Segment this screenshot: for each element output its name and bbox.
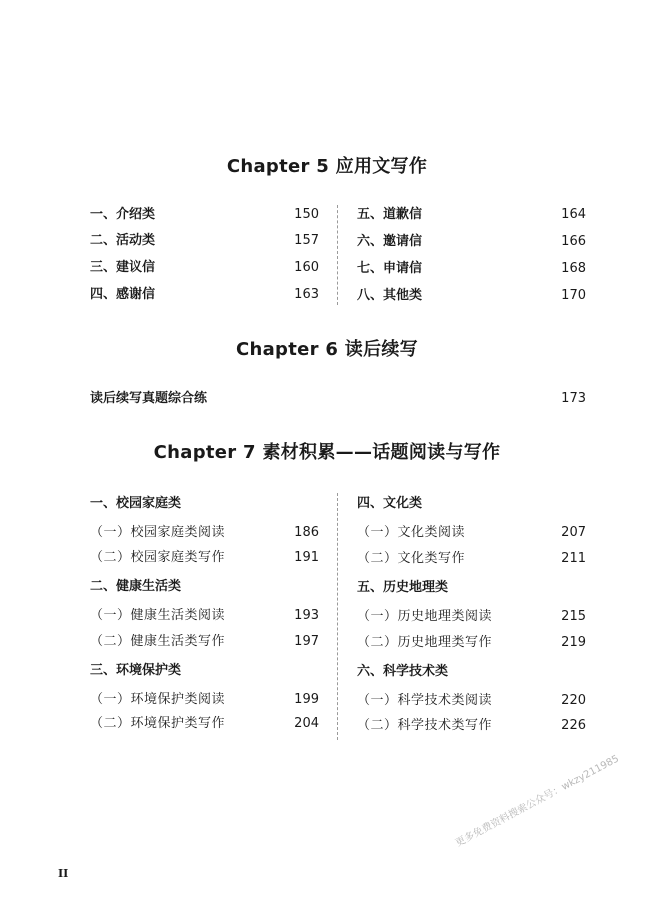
chapter7-title: Chapter 7 素材积累——话题阅读与写作 xyxy=(153,442,501,463)
toc-entry[interactable] xyxy=(90,523,319,543)
toc-entry-label: 三、建议信 xyxy=(90,260,156,275)
toc-entry-page: 226 xyxy=(561,718,586,733)
toc-entry[interactable] xyxy=(357,259,586,279)
toc-entry-label: 五、道歉信 xyxy=(357,207,423,222)
toc-entry-label: （一）健康生活类阅读 xyxy=(90,608,226,623)
toc-entry-page: 197 xyxy=(294,634,319,649)
toc-section-label: 五、历史地理类 xyxy=(357,580,449,595)
toc-section[interactable] xyxy=(357,662,586,682)
toc-section-label: 一、校园家庭类 xyxy=(90,496,182,511)
toc-entry[interactable] xyxy=(90,690,319,710)
toc-entry-page: 160 xyxy=(294,260,319,275)
toc-entry-page: 207 xyxy=(561,525,586,540)
toc-entry-page: 168 xyxy=(561,261,586,276)
chapter6-title: Chapter 6 读后续写 xyxy=(235,339,418,360)
toc-section[interactable] xyxy=(357,578,586,598)
toc-section-label: 三、环境保护类 xyxy=(90,663,182,678)
toc-entry-page: 170 xyxy=(561,288,586,303)
toc-section[interactable] xyxy=(90,494,319,514)
toc-entry-label: （一）文化类阅读 xyxy=(357,525,466,540)
toc-entry[interactable] xyxy=(90,632,319,652)
toc-entry-page: 163 xyxy=(294,287,319,302)
toc-entry[interactable] xyxy=(90,548,319,568)
toc-entry-label: （二）文化类写作 xyxy=(357,551,466,566)
toc-entry-page: 166 xyxy=(561,234,586,249)
toc-entry[interactable] xyxy=(357,232,586,252)
chapter5-divider xyxy=(337,205,338,305)
toc-entry-label: 八、其他类 xyxy=(357,288,423,303)
toc-entry-label: 二、活动类 xyxy=(90,233,156,248)
toc-entry-label: （二）校园家庭类写作 xyxy=(90,550,226,565)
toc-entry-page: 193 xyxy=(294,608,319,623)
toc-entry-label: 六、邀请信 xyxy=(357,234,423,249)
toc-entry-page: 186 xyxy=(294,525,319,540)
toc-entry[interactable] xyxy=(90,389,586,409)
toc-entry-page: 199 xyxy=(294,692,319,707)
page-number: II xyxy=(58,867,69,880)
toc-entry[interactable] xyxy=(90,258,319,278)
toc-entry-label: 四、感谢信 xyxy=(90,287,156,302)
chapter7-divider xyxy=(337,493,338,740)
toc-section-label: 六、科学技术类 xyxy=(357,664,449,679)
toc-entry-label: （二）科学技术类写作 xyxy=(357,718,493,733)
toc-entry-page: 191 xyxy=(294,550,319,565)
toc-entry-page: 219 xyxy=(561,635,586,650)
toc-section[interactable] xyxy=(90,577,319,597)
toc-entry[interactable] xyxy=(357,691,586,711)
toc-entry[interactable] xyxy=(357,205,586,225)
toc-entry-label: （二）环境保护类写作 xyxy=(90,716,226,731)
toc-entry[interactable] xyxy=(357,523,586,543)
toc-section-label: 四、文化类 xyxy=(357,496,423,511)
toc-entry-label: （一）校园家庭类阅读 xyxy=(90,525,226,540)
toc-entry-label: （二）历史地理类写作 xyxy=(357,635,493,650)
toc-entry-label: （一）历史地理类阅读 xyxy=(357,609,493,624)
toc-entry-page: 164 xyxy=(561,207,586,222)
toc-section[interactable] xyxy=(357,494,586,514)
toc-entry-label: 七、申请信 xyxy=(357,261,423,276)
toc-entry-label: （一）科学技术类阅读 xyxy=(357,693,493,708)
toc-entry-page: 204 xyxy=(294,716,319,731)
toc-entry[interactable] xyxy=(90,714,319,734)
toc-entry-page: 220 xyxy=(561,693,586,708)
toc-entry-label: 一、介绍类 xyxy=(90,207,156,222)
toc-entry-label: （二）健康生活类写作 xyxy=(90,634,226,649)
toc-entry-label: 读后续写真题综合练 xyxy=(90,391,208,406)
toc-entry-page: 173 xyxy=(561,391,586,406)
watermark: 更多免费资料搜索公众号：wkzy211985 xyxy=(453,753,621,850)
toc-entry-label: （一）环境保护类阅读 xyxy=(90,692,226,707)
toc-entry[interactable] xyxy=(90,231,319,251)
toc-entry-page: 215 xyxy=(561,609,586,624)
toc-section-label: 二、健康生活类 xyxy=(90,579,182,594)
toc-entry-page: 211 xyxy=(561,551,586,566)
toc-entry[interactable] xyxy=(357,549,586,569)
toc-entry[interactable] xyxy=(357,607,586,627)
toc-entry[interactable] xyxy=(90,606,319,626)
toc-entry-page: 157 xyxy=(294,233,319,248)
chapter5-title: Chapter 5 应用文写作 xyxy=(226,156,428,177)
toc-entry[interactable] xyxy=(90,285,319,305)
toc-section[interactable] xyxy=(90,661,319,681)
toc-entry[interactable] xyxy=(357,286,586,306)
toc-entry[interactable] xyxy=(357,716,586,736)
toc-entry[interactable] xyxy=(357,633,586,653)
toc-entry[interactable] xyxy=(90,205,319,225)
toc-entry-page: 150 xyxy=(294,207,319,222)
